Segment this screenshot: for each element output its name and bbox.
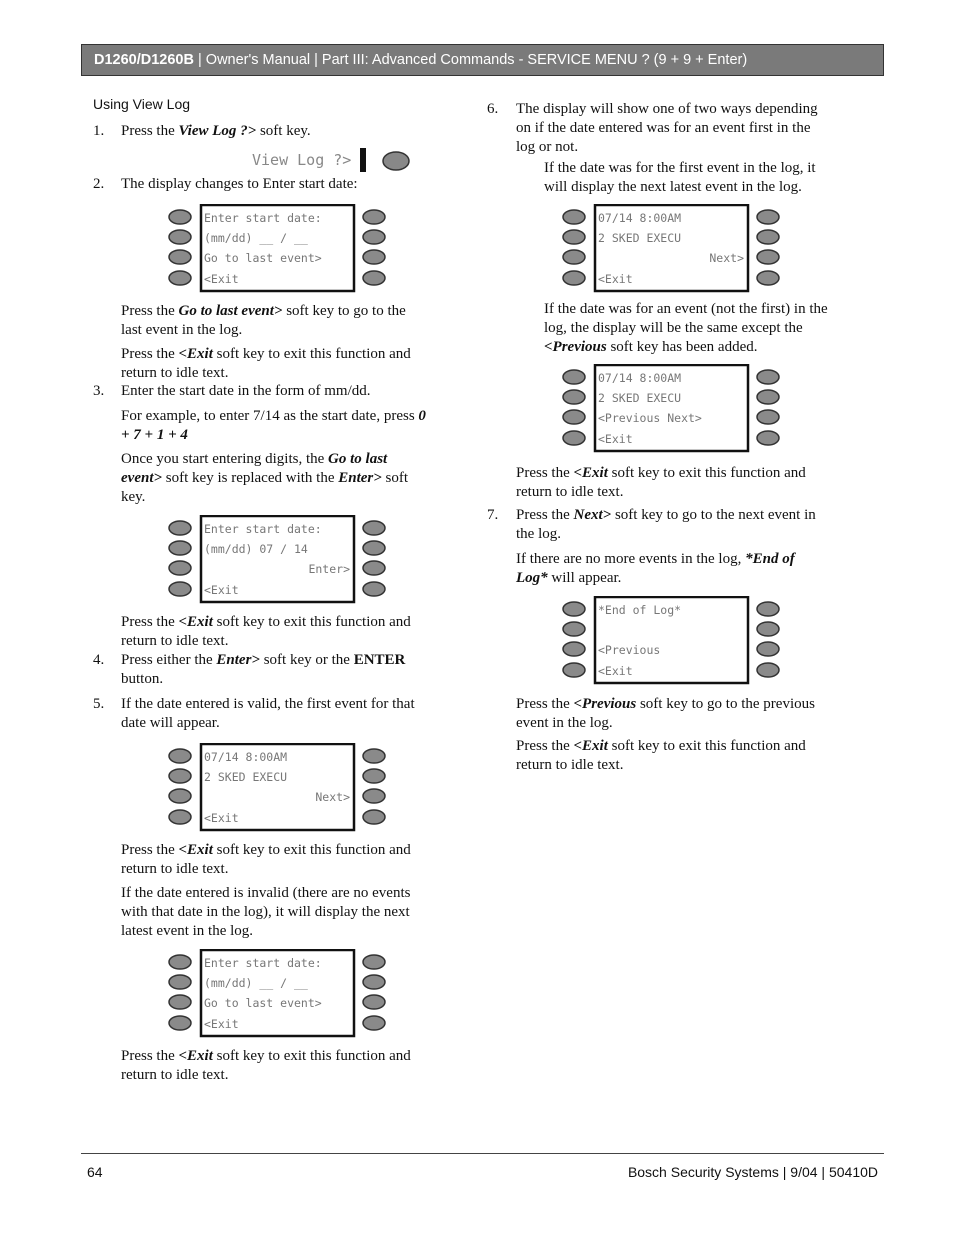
keypad-display-end-of-log [562,596,787,691]
lcd-line-4: <Exit [204,272,239,286]
footer-publisher: Bosch Security Systems | 9/04 | 50410D [627,1164,878,1180]
step-5-text: If the date entered is valid, the first event for that date will appear. [121,696,415,731]
soft-key-right-2-icon [363,541,385,555]
soft-key-left-2-icon [169,230,191,244]
soft-key-left-2-icon [563,230,585,244]
soft-key-left-3-icon [169,995,191,1009]
soft-key-left-1-icon [169,749,191,763]
paragraph-invalid-date: If the date entered is invalid (there are no events with that date in the log), it will display the next latest event in the log. [121,885,411,939]
paragraph-exit: Press the <Exit soft key to exit this function and return to idle text. [121,1048,411,1083]
soft-key-right-4-icon [757,431,779,445]
keypad-lcd-graphic [168,743,393,833]
keypad-lcd-graphic [562,204,787,294]
soft-key-right-2-icon [757,390,779,404]
keypad-lcd-graphic [168,949,393,1039]
lcd-line-3: Go to last event> [204,251,322,265]
soft-key-right-2-icon [363,769,385,783]
lcd-line-4: <Exit [598,664,633,678]
soft-key-left-4-icon [563,663,585,677]
paragraph-not-first: If the date was for an event (not the first) in the log, the display will be the same except the <Previous soft key has been added. [544,301,828,355]
soft-key-left-1-icon [169,955,191,969]
soft-key-left-3-icon [563,410,585,424]
lcd-line-3: Go to last event> [204,996,322,1010]
soft-key-right-4-icon [363,1016,385,1030]
header-rest: | Owner's Manual | Part III: Advanced Commands - SERVICE MENU ? (9 + 9 + Enter) [193,52,748,68]
step-number: 6. [487,101,499,117]
paragraph-exit: Press the <Exit soft key to exit this function and return to idle text. [516,738,806,773]
soft-key-left-4-icon [169,582,191,596]
lcd-line-3: Next> [315,790,350,804]
soft-key-left-4-icon [563,431,585,445]
keypad-display-enter-start-date [168,204,393,299]
soft-key-left-2-icon [169,541,191,555]
soft-key-right-1-icon [363,955,385,969]
lcd-line-2: 2 SKED EXECU [598,231,682,245]
lcd-line-4: <Exit [598,272,633,286]
lcd-line-4: <Exit [204,583,239,597]
soft-key-left-2-icon [563,622,585,636]
soft-key-left-3-icon [169,789,191,803]
step-3-text: Enter the start date in the form of mm/dd. [121,383,371,399]
step-2-text: The display changes to Enter start date: [121,176,358,192]
soft-key-right-3-icon [363,789,385,803]
lcd-line-1: 07/14 8:00AM [204,750,288,764]
soft-key-right-4-icon [363,810,385,824]
paragraph-end-of-log: If there are no more events in the log, *End of Log* will appear. [516,551,795,586]
lcd-line-1: Enter start date: [204,211,322,225]
keypad-display-enter-date-0714 [168,515,393,610]
lcd-line-1: 07/14 8:00AM [598,371,682,385]
soft-key-left-2-icon [169,769,191,783]
lcd-line-4: <Exit [204,1017,239,1031]
paragraph-go-to-last: Press the Go to last event> soft key to go to the last event in the log. [121,303,406,338]
lcd-line-1: Enter start date: [204,522,322,536]
soft-key-right-3-icon [363,561,385,575]
step-number: 7. [487,507,499,523]
soft-key-right-1-icon [363,521,385,535]
soft-key-left-4-icon [563,271,585,285]
soft-key-left-3-icon [169,250,191,264]
soft-key-right-3-icon [757,642,779,656]
lcd-line-2: (mm/dd) 07 / 14 [204,542,308,556]
header-model: D1260/D1260B [94,52,194,68]
paragraph-first-event: If the date was for the first event in the log, it will display the next latest event in the log. [544,160,816,195]
paragraph-replaced: Once you start entering digits, the Go to last event> soft key is replaced with the Enter> soft key. [121,451,409,505]
lcd-line-2: 2 SKED EXECU [598,391,682,405]
soft-key-left-2-icon [563,390,585,404]
soft-key-left-2-icon [169,975,191,989]
step-4-text: Press either the Enter> soft key or the ENTER button. [121,652,406,687]
lcd-line-2: (mm/dd) __ / __ [204,231,308,245]
step-number: 5. [93,696,105,712]
soft-key-right-1-icon [757,370,779,384]
soft-key-left-3-icon [563,642,585,656]
soft-key-right-3-icon [363,995,385,1009]
step-7-text: Press the Next> soft key to go to the next event in the log. [516,507,816,542]
paragraph-exit: Press the <Exit soft key to exit this function and return to idle text. [121,346,411,381]
soft-key-right-4-icon [757,663,779,677]
lcd-line-1: Enter start date: [204,956,322,970]
paragraph-exit: Press the <Exit soft key to exit this function and return to idle text. [121,614,411,649]
soft-key-right-4-icon [363,271,385,285]
step-1-text: Press the View Log ?> soft key. [121,123,311,139]
soft-key-left-1-icon [169,210,191,224]
lcd-line-3: Enter> [308,562,350,576]
soft-key-right-2-icon [363,975,385,989]
step-number: 4. [93,652,105,668]
paragraph-exit: Press the <Exit soft key to exit this function and return to idle text. [121,842,411,877]
step-number: 2. [93,176,105,192]
soft-key-right-1-icon [363,210,385,224]
keypad-lcd-graphic [562,364,787,454]
lcd-line-3: <Previous Next> [598,411,702,425]
step-6-text: The display will show one of two ways depending on if the date entered was for an event first in the log or not. [516,101,818,155]
soft-key-left-1-icon [169,521,191,535]
soft-key-right-2-icon [757,230,779,244]
soft-key-left-3-icon [169,561,191,575]
lcd-line-2: (mm/dd) __ / __ [204,976,308,990]
soft-key-right-4-icon [757,271,779,285]
keypad-display-first-event [168,743,393,838]
soft-key-right-1-icon [363,749,385,763]
lcd-line-2: 2 SKED EXECU [204,770,288,784]
step-number: 3. [93,383,105,399]
footer-rule [81,1153,884,1154]
lcd-line-1: 07/14 8:00AM [598,211,682,225]
soft-key-right-4-icon [363,582,385,596]
lcd-line-4: <Exit [204,811,239,825]
display-edge [360,148,366,172]
soft-key-left-4-icon [169,271,191,285]
paragraph-previous: Press the <Previous soft key to go to the previous event in the log. [516,696,815,731]
soft-key-left-4-icon [169,1016,191,1030]
view-log-softkey-graphic [250,146,415,174]
soft-key-right-2-icon [757,622,779,636]
keypad-display-event-previous [562,364,787,459]
soft-key-left-1-icon [563,602,585,616]
soft-key-left-3-icon [563,250,585,264]
lcd-line-4: <Exit [598,432,633,446]
soft-key-right-1-icon [757,210,779,224]
step-number: 1. [93,123,105,139]
soft-key-left-1-icon [563,210,585,224]
paragraph-exit: Press the <Exit soft key to exit this function and return to idle text. [516,465,806,500]
soft-key-icon [383,152,409,170]
soft-key-right-3-icon [757,250,779,264]
lcd-line-3: <Previous [598,643,661,657]
lcd-line-1: *End of Log* [598,603,682,617]
soft-key-left-1-icon [563,370,585,384]
keypad-lcd-graphic [562,596,787,686]
keypad-display-enter-start-date [168,949,393,1044]
lcd-line-3: Next> [709,251,744,265]
soft-key-right-1-icon [757,602,779,616]
view-log-display-text: View Log ?> [252,151,352,169]
keypad-lcd-graphic [168,515,393,605]
keypad-lcd-graphic [168,204,393,294]
page-number: 64 [87,1164,103,1180]
soft-key-right-3-icon [757,410,779,424]
soft-key-right-3-icon [363,250,385,264]
soft-key-right-2-icon [363,230,385,244]
keypad-display-first-event [562,204,787,299]
soft-key-left-4-icon [169,810,191,824]
page-header [81,44,884,76]
paragraph-example: For example, to enter 7/14 as the start date, press 0 + 7 + 1 + 4 [121,408,426,443]
section-title: Using View Log [93,96,191,112]
